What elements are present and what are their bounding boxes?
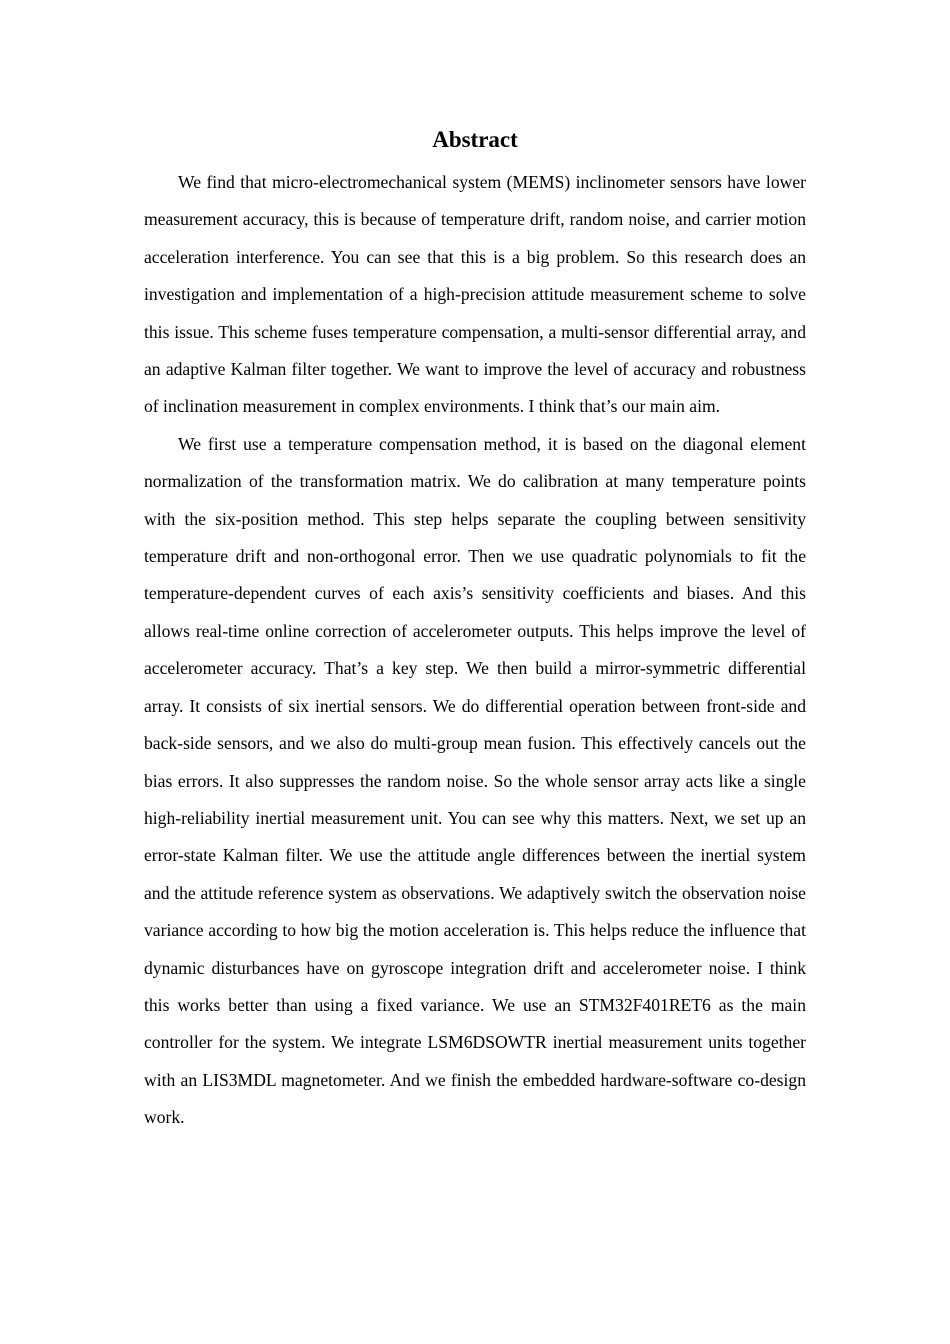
abstract-paragraph-2: We first use a temperature compensation method, it is based on the diagonal element normalization of the transformation matrix. We do calibration at many temperature points with the six-position method. This step helps separate the coupling between sensitivity temperature drift and non-orthogonal error. Then we use quadratic polynomials to fit the temperature-dependent curves of each axis’s sensitivity coefficients and biases. And this allows real-time online correction of accelerometer outputs. This helps improve the level of accelerometer accuracy. That’s a key step. We then build a mirror-symmetric differential array. It consists of six inertial sensors. We do differential operation between front-side and back-side sensors, and we also do multi-group mean fusion. This effectively cancels out the bias errors. It also suppresses the random noise. So the whole sensor array acts like a single high-reliability inertial measurement unit. You can see why this matters. Next, we set up an error-state Kalman filter. We use the attitude angle differences between the inertial system and the attitude reference system as observations. We adaptively switch the observation noise variance according to how big the motion acceleration is. This helps reduce the influence that dynamic disturbances have on gyroscope integration drift and accelerometer noise. I think this works better than using a fixed variance. We use an STM32F401RET6 as the main controller for the system. We integrate LSM6DSOWTR inertial measurement units together with an LIS3MDL magnetometer. And we finish the embedded hardware-software co-design work.: [144, 433, 806, 1128]
abstract-title: Abstract: [432, 127, 518, 152]
abstract-paragraph-1: We find that micro-electromechanical system (MEMS) inclinometer sensors have lower measurement accuracy, this is because of temperature drift, random noise, and carrier motion acceleration interference. You can see that this is a big problem. So this research does an investigation and implementation of a high-precision attitude measurement scheme to solve this issue. This scheme fuses temperature compensation, a multi-sensor differential array, and an adaptive Kalman filter together. We want to improve the level of accuracy and robustness of inclination measurement in complex environments. I think that’s our main aim.: [144, 172, 806, 417]
abstract-page: [144, 122, 806, 1137]
